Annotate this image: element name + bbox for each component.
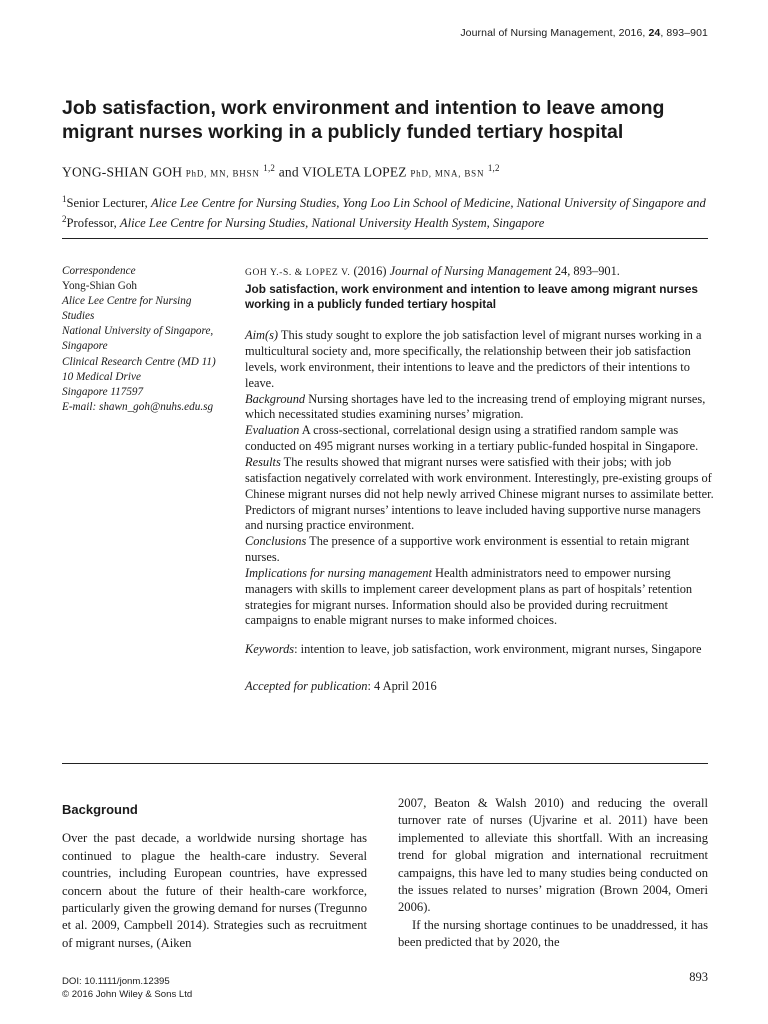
footer-info [62,975,192,1001]
top-divider [62,238,708,239]
keywords-text: : intention to leave, job satisfaction, work environment, migrant nurses, Singapore [294,642,702,657]
correspondence-block [62,264,242,415]
evaluation-text: A cross-sectional, correlational design using a stratified random sample was conducted on 495 migrant nurses working in a tertiary public-funded hospital in Singapore. [245,423,699,454]
body-column-right [398,795,708,952]
section-heading: Background [62,802,138,817]
body-paragraph: 2007, Beaton & Walsh 2010) and reducing the overall turnover rate of nurses (Ujvarine et al. 2011) have been implemented to alleviate this shortfall. With an increasing trend for global migration and international recruitment campaigns, this have led to many studies being conducted on the issues related to nurses’ migration (Brown 2004, Omeri 2006). [398,796,708,915]
abstract-block [245,264,715,695]
correspondence-line: Singapore [62,340,108,353]
citation-authors: GOH Y.-S. & LOPEZ V. [245,268,351,278]
author-2-degrees: PhD, MNA, BSN [410,168,485,179]
affiliations [62,191,712,231]
affil-2-mark: 2 [62,214,67,225]
conclusions-text: The presence of a supportive work environment is essential to retain migrant nurses. [245,534,690,565]
abstract-aims [245,328,715,391]
bottom-divider [62,763,708,764]
abstract-evaluation [245,423,715,455]
correspondence-line: Singapore 117597 [62,385,144,398]
correspondence-line: Alice Lee Centre for Nursing [62,295,192,308]
body-paragraph: Over the past decade, a worldwide nursing shortage has continued to plague the health-care industry. Several countries, including European countries, have expressed concern about the future of their health-care workforce, particularly given the growing demand for nurses (Tregunno et al. 2009, Campbell 2014). Strategies such as recruitment of migrant nurses, (Aiken [62,831,367,950]
citation-journal: Journal of Nursing Management [389,264,552,278]
correspondence-line: 10 Medical Drive [62,370,141,383]
results-label: Results [245,455,281,469]
keywords [245,642,715,658]
accepted-date [245,679,715,695]
citation-year: (2016) [353,264,387,278]
author-line [62,163,500,181]
author-1-name: YONG-SHIAN GOH [62,164,183,180]
copyright: © 2016 John Wiley & Sons Ltd [62,989,193,1000]
journal-pages: , 893–901 [660,27,708,39]
correspondence-heading: Correspondence [62,265,136,277]
affil-1-mark: 1 [62,194,67,204]
abstract-implications [245,566,715,629]
correspondence-line: National University of Singapore, [62,325,214,338]
background-label: Background [245,391,306,406]
author-2-name: VIOLETA LOPEZ [302,164,407,180]
body-paragraph: If the nursing shortage continues to be unaddressed, it has been predicted that by 2020, the [398,917,708,950]
implications-label: Implications for nursing management [245,565,432,580]
implications-text: Health administrators need to empower nursing managers with skills to implement career development plans as part of hospitals’ retention strategies for migrant nurses. Information should also be provided during recruitment campaigns to enable migrant nurses to make informed choices. [245,565,693,628]
citation-line [245,264,715,282]
citation-volume-pages: 24, 893–901. [554,264,620,278]
author-2-affil: 1,2 [487,163,500,173]
evaluation-label: Evaluation [245,423,300,438]
conclusions-label: Conclusions [245,534,307,549]
page-number: 893 [689,970,708,984]
author-1-degrees: PhD, MN, BHSN [185,168,260,179]
affil-1-institution: Alice Lee Centre for Nursing Studies, Yong Loo Lin School of Medicine, National University of Singapore and [150,196,706,211]
abstract-title: Job satisfaction, work environment and intention to leave among migrant nurses working in a publicly funded tertiary hospital [245,281,698,312]
abstract-conclusions [245,534,715,566]
abstract-background [245,392,715,424]
correspondence-name: Yong-Shian Goh [62,280,138,293]
background-text: Nursing shortages have led to the increasing trend of employing migrant nurses, which necessitated studies examining nurses’ migration. [245,391,706,422]
abstract-results [245,455,715,534]
results-text: The results showed that migrant nurses were satisfied with their jobs; with job satisfaction negatively correlated with work environment. Interestingly, pre-existing groups of Chinese migrant nurses did not help newly arrived Chinese migrant nurses to assimilate better. Predictors of migrant nurses’ intentions to leave included having supportive nurse managers and nursing practice environment. [245,455,714,533]
accepted-text: : 4 April 2016 [367,679,437,694]
author-1-affil: 1,2 [263,163,276,173]
article-title: Job satisfaction, work environment and intention to leave among migrant nurses working in a publicly funded tertiary hospital [62,97,665,143]
correspondence-line: Clinical Research Centre (MD 11) [62,355,216,368]
author-conjunction: and [278,164,299,180]
journal-reference [460,27,708,39]
accepted-label: Accepted for publication [245,679,368,694]
body-column-left [62,795,367,952]
correspondence-line: Studies [62,310,95,323]
journal-name: Journal of Nursing Management, 2016, [460,27,646,39]
affil-2-role: Professor, [66,216,117,231]
affil-1-role: Senior Lecturer, [66,196,148,211]
doi: DOI: 10.1111/jonm.12395 [62,976,170,987]
keywords-label: Keywords [245,642,295,657]
aims-label: Aim(s) [245,328,279,343]
affil-2-institution: Alice Lee Centre for Nursing Studies, National University Health System, Singapore [119,216,545,231]
correspondence-email: E-mail: shawn_goh@nuhs.edu.sg [62,400,214,413]
journal-volume: 24 [648,27,661,39]
aims-text: This study sought to explore the job satisfaction level of migrant nurses working in a multicultural society and, more specifically, the relationship between their job satisfaction levels, work environment, their intentions to leave and the predictors of their intentions to leave. [245,328,702,390]
